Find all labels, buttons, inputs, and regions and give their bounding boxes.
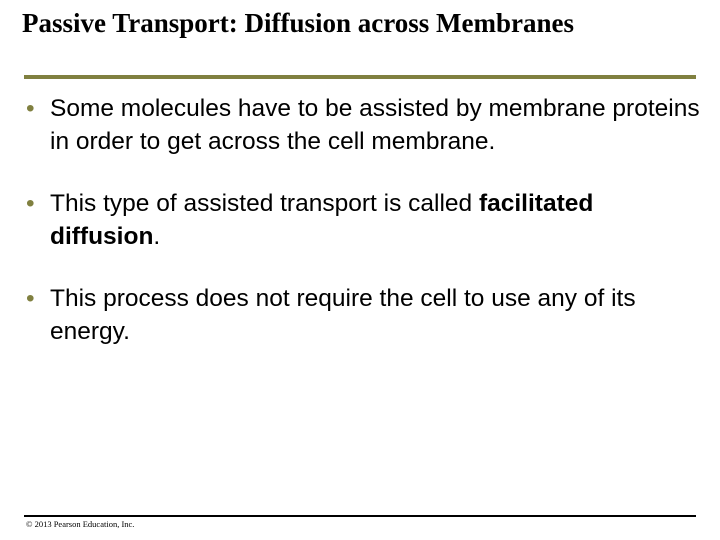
bullet-item [26,187,706,253]
bullet-text: Some molecules have to be assisted by membrane proteins in order to get across the cell membrane. [50,95,700,155]
bullet-text: This process does not require the cell to use any of its energy. [50,285,636,345]
bullet-item [26,92,706,158]
bullet-marker: • [26,95,35,122]
footer-divider [24,515,696,517]
bullet-marker: • [26,285,35,312]
title-divider [24,75,696,79]
bullet-list [26,92,706,377]
bullet-text: This type of assisted transport is called [50,190,479,217]
slide-title: Passive Transport: Diffusion across Membranes [22,8,574,38]
copyright-footer: © 2013 Pearson Education, Inc. [26,519,135,529]
bullet-bold-term: facilitated diffusion [50,190,594,250]
bullet-marker: • [26,190,35,217]
bullet-item [26,282,706,348]
bullet-text-end: . [153,223,161,250]
